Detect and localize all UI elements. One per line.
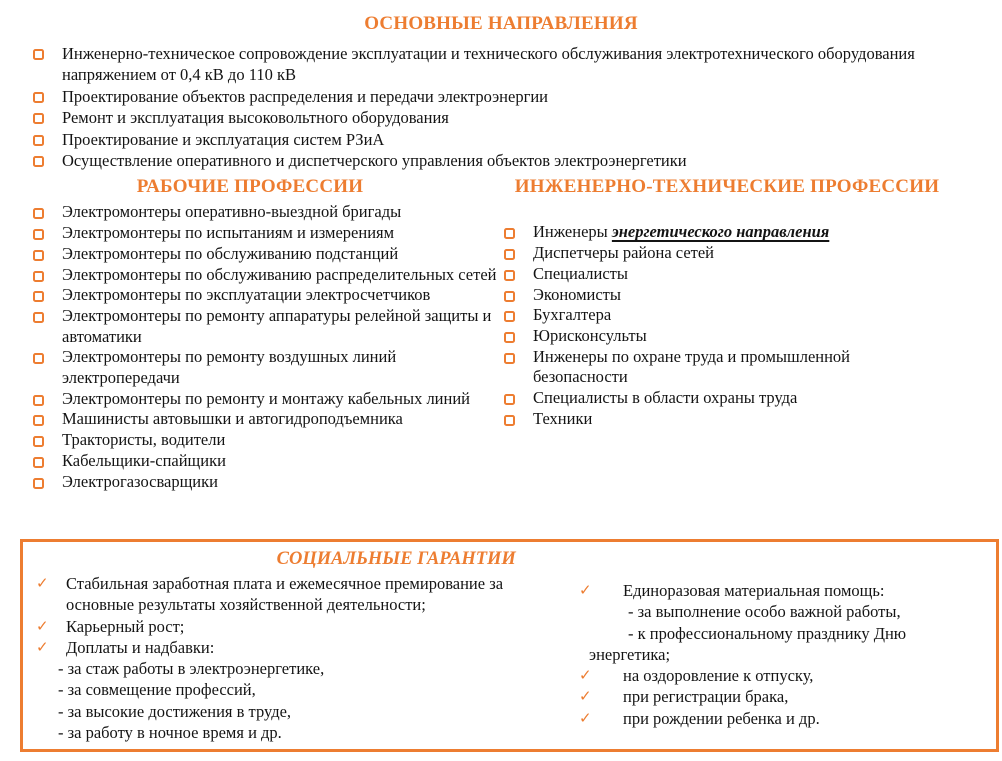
square-bullet-icon <box>33 135 44 146</box>
square-bullet-icon <box>504 332 515 343</box>
list-item: Электромонтеры по испытаниям и измерениям <box>33 223 500 244</box>
list-item <box>36 637 568 743</box>
list-item: Электрогазосварщики <box>33 472 500 493</box>
engineering-professions-column <box>500 175 1002 492</box>
square-bullet-icon <box>504 394 515 405</box>
professions-columns <box>0 175 1002 492</box>
list-item: ✓ при рождении ребенка и др. <box>579 708 820 728</box>
list-item: Электромонтеры по обслуживанию подстанций <box>33 244 500 265</box>
list-item: Инженеры по охране труда и промышленной безопасности <box>504 347 899 388</box>
list-item: Бухгалтера <box>504 305 899 326</box>
main-directions-list <box>33 43 947 171</box>
worker-professions-list <box>33 202 500 492</box>
item-text-prefix: Инженеры <box>533 222 612 242</box>
sub-item: - за работу в ночное время и др. <box>58 723 282 743</box>
sub-item: - к профессиональному празднику Дню энергетика; <box>589 623 907 664</box>
list-item: Юрисконсульты <box>504 326 899 347</box>
emphasized-text: энергетического направления <box>611 222 830 242</box>
square-bullet-icon <box>33 395 44 406</box>
social-guarantees-title: СОЦИАЛЬНЫЕ ГАРАНТИИ <box>276 549 516 569</box>
checkmark-icon: ✓ <box>579 666 592 685</box>
list-item: Кабельщики-спайщики <box>33 451 500 472</box>
list-item: Трактористы, водители <box>33 430 500 451</box>
sub-item: - за высокие достижения в труде, <box>58 701 292 721</box>
list-item <box>579 580 961 665</box>
square-bullet-icon <box>33 229 44 240</box>
square-bullet-icon <box>33 271 44 282</box>
list-item: Электромонтеры по ремонту воздушных линий электропередачи <box>33 347 500 388</box>
square-bullet-icon <box>504 249 515 260</box>
item-text: Доплаты и надбавки: <box>66 637 215 657</box>
sub-item: - за выполнение особо важной работы, <box>628 602 901 622</box>
list-item: ✓ Стабильная заработная плата и ежемесячное премирование за основные результаты хозяйственной деятельности; <box>36 574 504 615</box>
square-bullet-icon <box>504 353 515 364</box>
list-item: Диспетчеры района сетей <box>504 243 899 264</box>
social-guarantees-columns <box>36 573 984 743</box>
social-guarantees-right-column <box>579 573 961 743</box>
list-item: Инженерно-техническое сопровождение эксплуатации и технического обслуживания электротехнического оборудования напряжением от 0,4 кВ до 110 кВ <box>33 43 947 86</box>
list-item: Электромонтеры по ремонту аппаратуры релейной защиты и автоматики <box>33 306 500 347</box>
main-directions-title: ОСНОВНЫЕ НАПРАВЛЕНИЯ <box>364 13 638 34</box>
worker-professions-title: РАБОЧИЕ ПРОФЕССИИ <box>136 176 364 198</box>
checkmark-icon: ✓ <box>36 616 49 635</box>
list-item: Электромонтеры оперативно-выездной бригады <box>33 202 500 223</box>
checkmark-icon: ✓ <box>36 637 49 656</box>
square-bullet-icon <box>33 113 44 124</box>
square-bullet-icon <box>504 270 515 281</box>
square-bullet-icon <box>33 156 44 167</box>
list-item: Электромонтеры по ремонту и монтажу кабельных линий <box>33 389 500 410</box>
square-bullet-icon <box>33 49 44 60</box>
square-bullet-icon <box>33 312 44 323</box>
list-item: Экономисты <box>504 285 899 306</box>
sub-item: - за стаж работы в электроэнергетике, <box>58 659 325 679</box>
engineering-professions-title: ИНЖЕНЕРНО-ТЕХНИЧЕСКИЕ ПРОФЕССИИ <box>514 176 940 198</box>
list-item: ✓ Карьерный рост; <box>36 616 185 636</box>
list-item <box>504 222 899 243</box>
list-item: Специалисты в области охраны труда <box>504 388 899 409</box>
list-item: Специалисты <box>504 264 899 285</box>
square-bullet-icon <box>33 291 44 302</box>
square-bullet-icon <box>33 478 44 489</box>
square-bullet-icon <box>33 353 44 364</box>
list-item: ✓ при регистрации брака, <box>579 687 789 707</box>
list-item: Электромонтеры по обслуживанию распределительных сетей <box>33 265 500 286</box>
checkmark-icon: ✓ <box>579 687 592 706</box>
document-page <box>0 12 1002 761</box>
list-item: Проектирование и эксплуатация систем РЗиА <box>33 129 947 150</box>
square-bullet-icon <box>504 311 515 322</box>
list-item: ✓ на оздоровление к отпуску, <box>579 666 814 686</box>
worker-professions-column <box>0 175 500 492</box>
social-guarantees-box <box>20 539 999 752</box>
square-bullet-icon <box>33 436 44 447</box>
square-bullet-icon <box>33 250 44 261</box>
engineering-professions-list <box>504 222 899 429</box>
square-bullet-icon <box>33 457 44 468</box>
checkmark-icon: ✓ <box>579 581 592 599</box>
item-text: Единоразовая материальная помощь: <box>623 581 885 600</box>
square-bullet-icon <box>33 92 44 103</box>
list-item: Ремонт и эксплуатация высоковольтного оборудования <box>33 107 947 128</box>
list-item: Техники <box>504 409 899 430</box>
list-item: Проектирование объектов распределения и передачи электроэнергии <box>33 86 947 107</box>
social-guarantees-left-column <box>36 573 568 743</box>
square-bullet-icon <box>33 208 44 219</box>
square-bullet-icon <box>33 415 44 426</box>
sub-item: - за совмещение профессий, <box>58 680 256 700</box>
square-bullet-icon <box>504 291 515 302</box>
square-bullet-icon <box>504 415 515 426</box>
square-bullet-icon <box>504 228 515 239</box>
list-item: Электромонтеры по эксплуатации электросчетчиков <box>33 285 500 306</box>
checkmark-icon: ✓ <box>36 574 49 592</box>
list-item: Осуществление оперативного и диспетчерского управления объектов электроэнергетики <box>33 150 947 171</box>
list-item: Машинисты автовышки и автогидроподъемника <box>33 409 500 430</box>
checkmark-icon: ✓ <box>579 708 592 727</box>
